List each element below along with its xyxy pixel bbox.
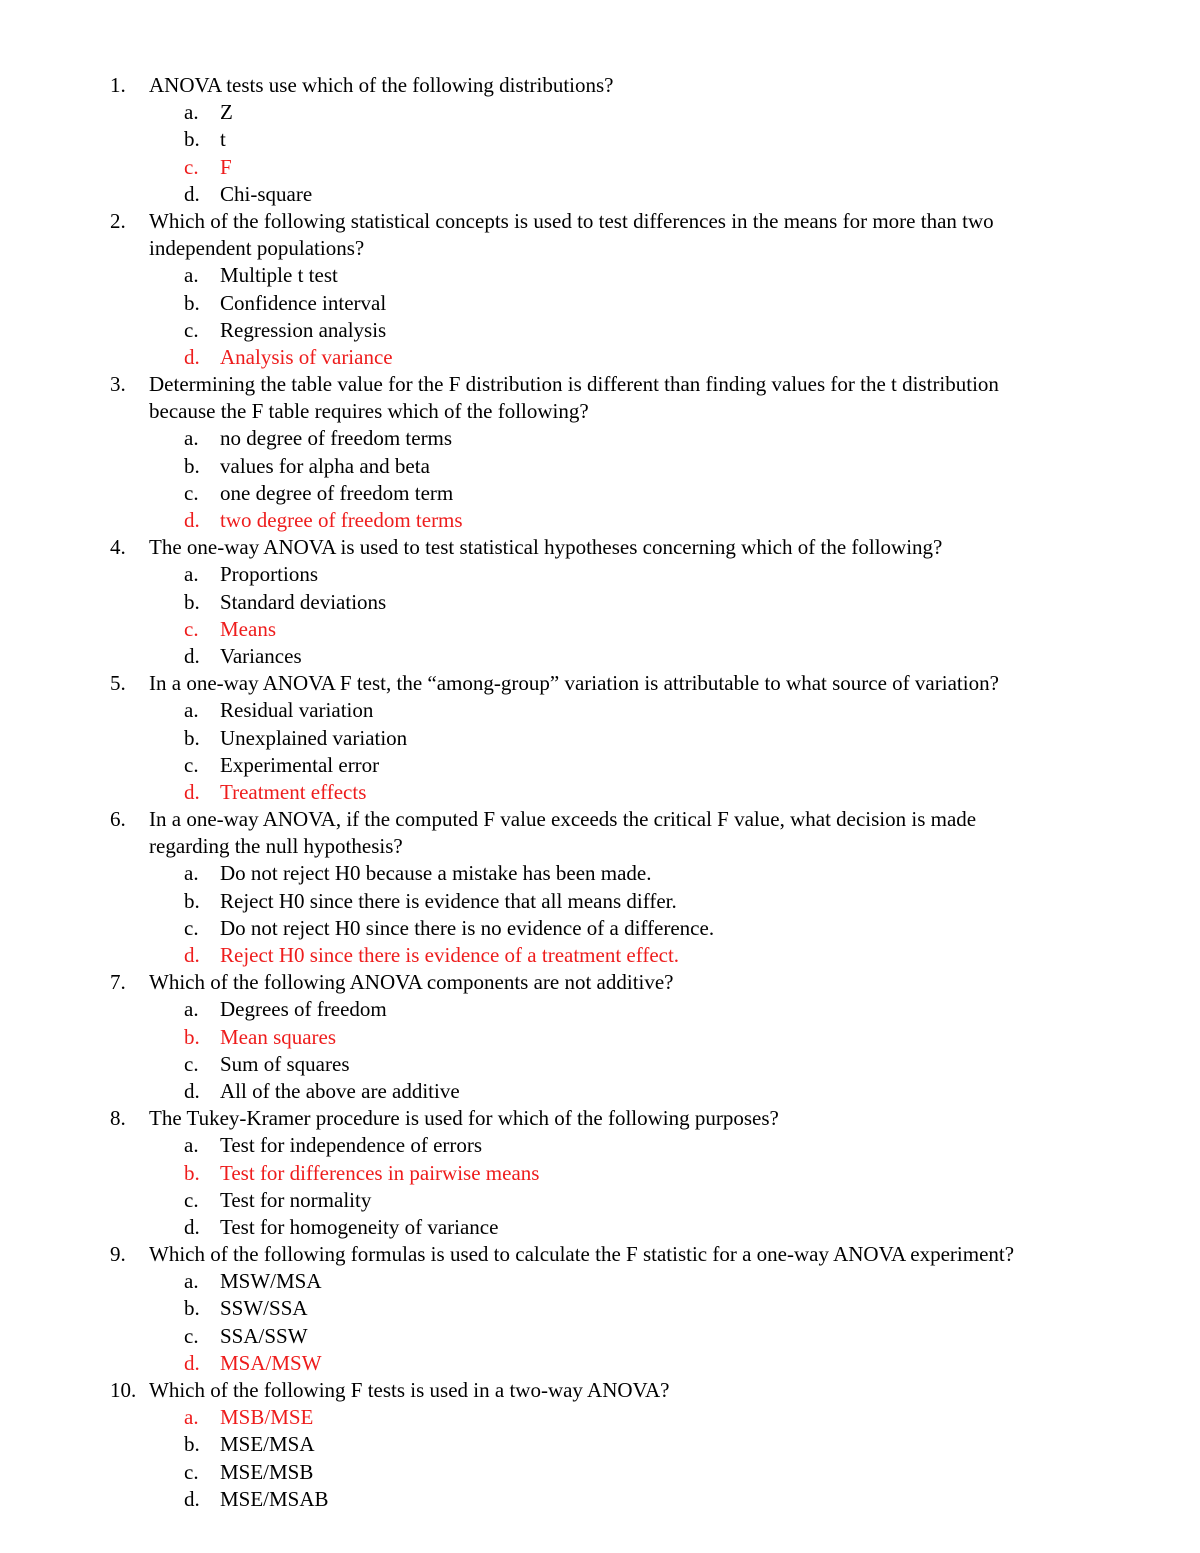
option-text: Regression analysis	[220, 317, 387, 342]
option-text: Analysis of variance	[220, 344, 393, 369]
option-text: Reject H0 since there is evidence of a treatment effect.	[220, 943, 680, 967]
question-text: Which of the following statistical concepts is used to test differences in the means for more than two	[149, 208, 994, 233]
option-text: MSE/MSAB	[220, 1486, 329, 1511]
question-line	[0, 534, 1200, 561]
question-text: Determining the table value for the F distribution is different than finding values for the t distribution	[149, 372, 999, 397]
option-item-correct	[0, 344, 1200, 371]
option-item	[0, 181, 1200, 208]
question-text: independent populations?	[149, 236, 365, 261]
option-item-correct	[0, 1350, 1200, 1377]
option-letter: a.	[184, 698, 199, 723]
option-item	[0, 1187, 1200, 1214]
option-letter: d.	[184, 779, 200, 804]
option-letter: b.	[184, 888, 200, 913]
option-item	[0, 1214, 1200, 1241]
option-letter: a.	[184, 426, 199, 451]
option-text: Test for normality	[220, 1187, 372, 1212]
option-letter: c.	[184, 1051, 199, 1076]
option-item-correct	[0, 507, 1200, 534]
question-line	[0, 969, 1200, 996]
question-line	[0, 371, 1200, 398]
option-text: MSE/MSB	[220, 1459, 314, 1484]
option-item	[0, 1132, 1200, 1159]
question-number: 5.	[110, 671, 126, 696]
option-text: one degree of freedom term	[220, 480, 454, 505]
option-text: Reject H0 since there is evidence that all means differ.	[220, 888, 677, 913]
option-letter: a.	[184, 997, 199, 1022]
option-letter: b.	[184, 1160, 200, 1185]
option-letter: a.	[184, 263, 199, 288]
option-item	[0, 860, 1200, 887]
option-text: Treatment effects	[220, 779, 367, 804]
option-letter: b.	[184, 589, 200, 614]
option-letter: c.	[184, 1323, 199, 1348]
option-letter: b.	[184, 1432, 200, 1457]
option-text: Degrees of freedom	[220, 997, 387, 1022]
option-item	[0, 290, 1200, 317]
option-text: Chi-square	[220, 181, 313, 206]
option-item	[0, 480, 1200, 507]
option-item-correct	[0, 1404, 1200, 1431]
option-item	[0, 643, 1200, 670]
question-number: 6.	[110, 807, 126, 832]
question-text: regarding the null hypothesis?	[149, 834, 403, 859]
option-item	[0, 126, 1200, 153]
question-text: Which of the following ANOVA components are not additive?	[149, 970, 674, 995]
option-item-correct	[0, 1024, 1200, 1051]
option-letter: d.	[184, 181, 200, 206]
option-text: t	[220, 127, 226, 152]
option-letter: c.	[184, 1459, 199, 1484]
option-letter: a.	[184, 100, 199, 125]
option-letter: d.	[184, 1078, 200, 1103]
option-text: values for alpha and beta	[220, 453, 430, 478]
option-letter: c.	[184, 752, 199, 777]
question-line	[0, 72, 1200, 99]
option-letter: d.	[184, 344, 200, 369]
option-text: Means	[220, 616, 276, 641]
option-letter: b.	[184, 725, 200, 750]
option-item	[0, 99, 1200, 126]
option-letter: a.	[184, 1405, 199, 1430]
option-item	[0, 915, 1200, 942]
option-text: Confidence interval	[220, 290, 387, 315]
option-text: MSB/MSE	[220, 1405, 314, 1430]
option-text: MSW/MSA	[220, 1269, 322, 1294]
question-line	[0, 670, 1200, 697]
option-item	[0, 1268, 1200, 1295]
question-number: 9.	[110, 1242, 126, 1267]
option-letter: d.	[184, 643, 200, 668]
option-item	[0, 888, 1200, 915]
option-text: Multiple t test	[220, 263, 338, 288]
option-item	[0, 1431, 1200, 1458]
option-item	[0, 453, 1200, 480]
question-line	[0, 806, 1200, 833]
option-item	[0, 1295, 1200, 1322]
option-item	[0, 1323, 1200, 1350]
option-letter: c.	[184, 480, 199, 505]
option-letter: a.	[184, 1133, 199, 1158]
option-text: Do not reject H0 because a mistake has been made.	[220, 861, 652, 886]
question-number: 8.	[110, 1106, 126, 1131]
option-letter: c.	[184, 1187, 199, 1212]
question-text: Which of the following F tests is used in a two-way ANOVA?	[149, 1378, 670, 1402]
option-item	[0, 996, 1200, 1023]
option-text: Standard deviations	[220, 589, 387, 614]
question-number: 10.	[110, 1378, 137, 1402]
option-letter: d.	[184, 508, 200, 532]
option-letter: a.	[184, 861, 199, 886]
question-text: The one-way ANOVA is used to test statistical hypotheses concerning which of the following?	[149, 535, 943, 560]
option-letter: c.	[184, 915, 199, 940]
option-letter: d.	[184, 1214, 200, 1239]
question-number: 7.	[110, 970, 126, 995]
option-letter: d.	[184, 1350, 200, 1375]
option-item-correct	[0, 779, 1200, 806]
option-text: two degree of freedom terms	[220, 508, 463, 532]
option-item-correct	[0, 154, 1200, 181]
option-letter: a.	[184, 562, 199, 587]
option-text: Residual variation	[220, 698, 374, 723]
question-line	[0, 1377, 1200, 1404]
question-text: In a one-way ANOVA, if the computed F value exceeds the critical F value, what decision is made	[149, 807, 977, 832]
option-item	[0, 561, 1200, 588]
option-text: Test for homogeneity of variance	[220, 1214, 499, 1239]
option-letter: b.	[184, 127, 200, 152]
option-item	[0, 697, 1200, 724]
option-text: Unexplained variation	[220, 725, 408, 750]
question-list	[0, 72, 1200, 1513]
option-text: Z	[220, 100, 233, 125]
option-letter: b.	[184, 1296, 200, 1321]
option-letter: b.	[184, 1024, 200, 1049]
option-item	[0, 589, 1200, 616]
option-text: MSE/MSA	[220, 1432, 315, 1457]
option-text: Variances	[220, 643, 302, 668]
option-item	[0, 752, 1200, 779]
question-number: 2.	[110, 208, 126, 233]
option-item	[0, 725, 1200, 752]
option-text: MSA/MSW	[220, 1350, 322, 1375]
option-text: Proportions	[220, 562, 319, 587]
question-text: Which of the following formulas is used to calculate the F statistic for a one-way ANOVA experiment?	[149, 1242, 1015, 1267]
option-letter: d.	[184, 1486, 200, 1511]
option-item	[0, 1051, 1200, 1078]
option-text: Sum of squares	[220, 1051, 350, 1076]
question-text: because the F table requires which of the following?	[149, 399, 589, 424]
question-number: 1.	[110, 73, 126, 97]
question-number: 3.	[110, 372, 126, 397]
question-number: 4.	[110, 535, 126, 560]
option-item	[0, 317, 1200, 344]
option-letter: c.	[184, 616, 199, 641]
option-text: Test for differences in pairwise means	[220, 1160, 540, 1185]
option-letter: d.	[184, 943, 200, 967]
question-line	[0, 1105, 1200, 1132]
question-text: ANOVA tests use which of the following distributions?	[149, 73, 614, 97]
option-text: F	[220, 154, 232, 179]
question-text: In a one-way ANOVA F test, the “among-group” variation is attributable to what source of variation?	[149, 671, 999, 696]
option-letter: b.	[184, 290, 200, 315]
option-text: SSA/SSW	[220, 1323, 308, 1348]
option-letter: b.	[184, 453, 200, 478]
option-text: All of the above are additive	[220, 1078, 460, 1103]
option-item	[0, 1459, 1200, 1486]
option-text: Test for independence of errors	[220, 1133, 483, 1158]
option-item-correct	[0, 1160, 1200, 1187]
option-text: SSW/SSA	[220, 1296, 308, 1321]
option-letter: a.	[184, 1269, 199, 1294]
option-item	[0, 262, 1200, 289]
option-text: Experimental error	[220, 752, 380, 777]
option-text: no degree of freedom terms	[220, 426, 453, 451]
question-text: The Tukey-Kramer procedure is used for which of the following purposes?	[149, 1106, 779, 1131]
option-item	[0, 425, 1200, 452]
option-item	[0, 1486, 1200, 1513]
question-line	[0, 208, 1200, 235]
option-item	[0, 1078, 1200, 1105]
option-text: Mean squares	[220, 1024, 337, 1049]
question-line	[0, 1241, 1200, 1268]
option-item-correct	[0, 942, 1200, 969]
option-letter: c.	[184, 317, 199, 342]
option-letter: c.	[184, 154, 199, 179]
question-continuation-line	[0, 235, 1200, 262]
question-continuation-line	[0, 833, 1200, 860]
option-item-correct	[0, 616, 1200, 643]
question-continuation-line	[0, 398, 1200, 425]
option-text: Do not reject H0 since there is no evidence of a difference.	[220, 915, 715, 940]
